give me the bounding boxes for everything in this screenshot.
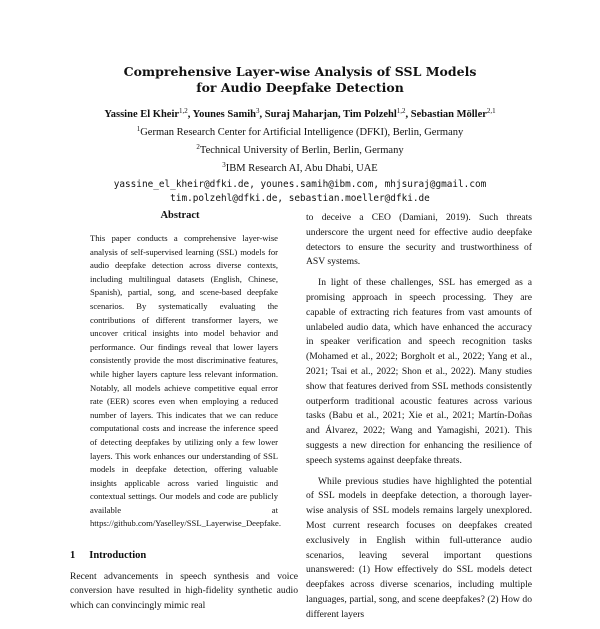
author-name: Suraj Maharjan — [264, 109, 338, 120]
paragraph: In light of these challenges, SSL has emerged as a promising approach in speech processing. They are capable of extracting rich features from vast amounts of unlabeled audio data, which have enhanced the accuracy in speaker verification and speech recognition tasks (Mohamed et al., 2022; Borgholt et al., 2022; Yang et al., 2021; Tsai et al., 2022; Shon et al., 2022). Many studies show that features derived from SSL methods consistently outperform traditional acoustic features across various tasks (Babu et al., 2021; Xie et al., 2021; Martín-Doñas and Álvarez, 2022; Wang and Yamagishi, 2021). This suggests a new direction for enhancing the resilience of speech systems against deepfake threats. — [306, 277, 532, 466]
title-line-2: for Audio Deepfake Detection — [196, 80, 404, 95]
right-column — [306, 211, 532, 629]
author-name: Sebastian Möller — [410, 109, 487, 120]
affiliation — [0, 140, 600, 158]
paragraph: to deceive a CEO (Damiani, 2019). Such threats underscore the urgent need for effective audio deepfake detectors to ensure the security and trustworthiness of ASV systems. — [306, 212, 532, 268]
affiliation-sup: 3 — [222, 161, 226, 169]
title-line-1: Comprehensive Layer-wise Analysis of SSL Models — [123, 64, 477, 79]
author-sup: 3 — [255, 107, 260, 115]
author-names: Yassine El Kheir$^{1,2}$, Younes Samih$^3$, Suraj Maharjan, Tim Polzehl$^{1,2}$, Sebastian Möller$^{2,1}$ — [104, 107, 496, 120]
paper-title — [0, 64, 600, 96]
author-name: Yassine El Kheir — [104, 109, 180, 120]
paragraph: While previous studies have highlighted the potential of SSL models in deepfake detection, a thorough layer-wise analysis of SSL models remains largely unexplored. Most current research focuses on deepfakes created exclusively in English within full-utterance audio scenarios, leaving several important questions unanswered: (1) How effectively do SSL models detect deepfakes across diverse scenarios, including multiple languages, partial, song, and scene deepfakes? (2) How do different layers — [306, 475, 532, 620]
affiliation — [0, 122, 600, 140]
affiliation — [0, 158, 600, 176]
section-heading-introduction — [70, 550, 160, 561]
email-line[interactable]: tim.polzehl@dfki.de, sebastian.moeller@dfki.de — [170, 193, 430, 204]
author-sup: 1,2 — [396, 107, 406, 115]
author-sup: 1,2 — [179, 107, 188, 115]
author-name: Younes Samih — [192, 109, 256, 120]
abstract-heading: Abstract — [160, 210, 200, 221]
affiliation-text: German Research Center for Artificial Intelligence (DFKI), Berlin, Germany — [140, 127, 464, 138]
section-title: Introduction — [89, 550, 147, 561]
abstract-text: This paper conducts a comprehensive layer-wise analysis of self-supervised learning (SSL) models for audio deepfake detection across diverse contexts, including multilingual datasets (English, Chinese, Spanish), partial, song, and scene-based deepfake scenarios. By systematically evaluating the contributions of different transformer layers, we uncover critical insights into model behavior and performance. Our findings reveal that lower layers consistently provide the most discriminative features, while higher layers capture less relevant information. Notably, all models achieve competitive equal error rate (EER) scores even when employing a reduced number of layers. This indicates that we can reduce computational costs and increase the inference speed of detecting deepfakes by utilizing only a few lower layers. This work enhances our understanding of SSL models in deepfake detection, offering valuable insights applicable across varied linguistic and contextual settings. Our models and code are publicly available at https://github.com/Yaselley/SSL_Layerwise_Deepfake. — [90, 233, 282, 529]
affiliation-text: IBM Research AI, Abu Dhabi, UAE — [225, 163, 378, 174]
affiliation-sup: 1 — [136, 125, 141, 133]
email-line[interactable]: yassine_el_kheir@dfki.de, younes.samih@ibm.com, mhjsuraj@gmail.com — [113, 179, 487, 190]
section-number: 1 — [70, 550, 76, 561]
author-block — [0, 104, 600, 206]
affiliation-sup: 2 — [196, 143, 200, 151]
affiliation-text: Technical University of Berlin, Berlin, Germany — [199, 145, 404, 156]
introduction-text: Recent advancements in speech synthesis and voice conversion have resulted in high-fidelity synthetic audio which can convincingly mimic real — [70, 571, 298, 611]
author-name: Tim Polzehl — [343, 109, 397, 120]
author-sup: 2,1 — [486, 107, 496, 115]
